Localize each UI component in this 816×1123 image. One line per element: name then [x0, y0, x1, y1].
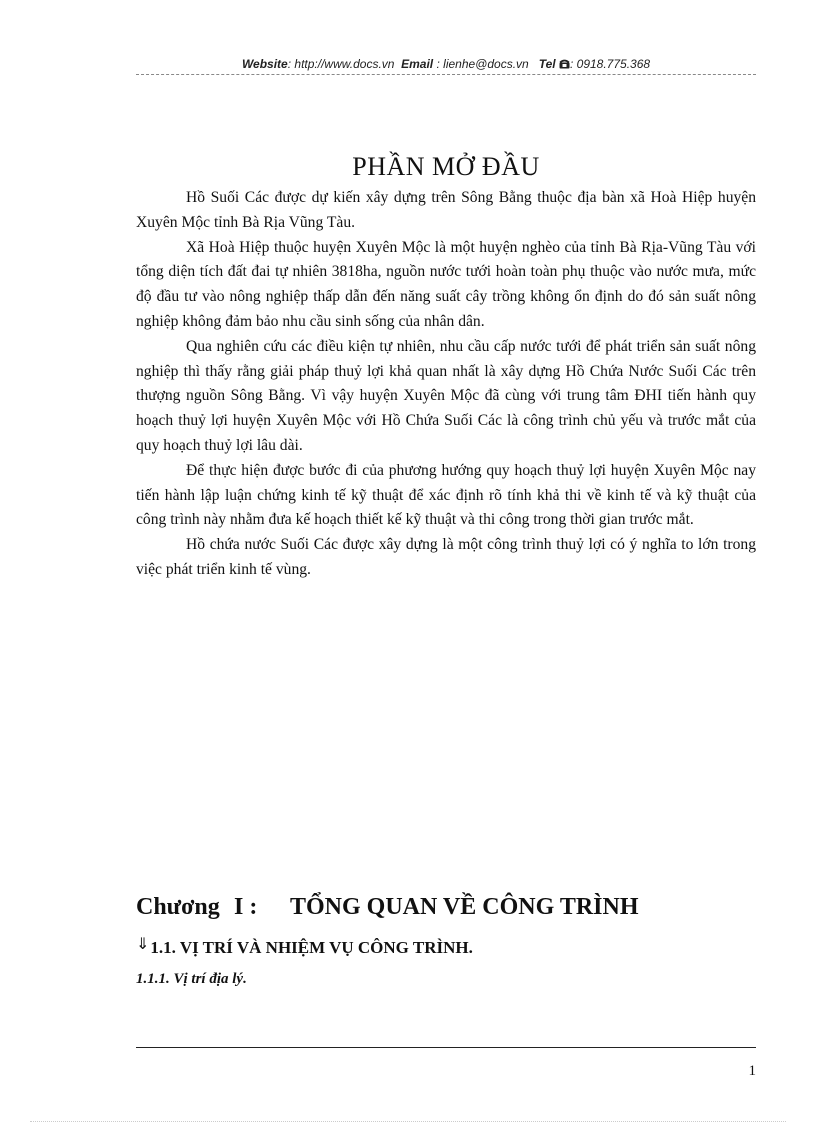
- chapter-title: TỔNG QUAN VỀ CÔNG TRÌNH: [290, 894, 639, 920]
- email-value: : lienhe@docs.vn: [436, 57, 529, 71]
- down-double-arrow-icon: ⇓: [136, 934, 150, 953]
- header-divider: [136, 74, 756, 75]
- website-value: : http://www.docs.vn: [287, 57, 395, 71]
- section-label: 1.1. VỊ TRÍ VÀ NHIỆM VỤ CÔNG TRÌNH.: [150, 938, 473, 957]
- chapter-prefix: Chương: [136, 894, 220, 920]
- page-header: [136, 57, 756, 71]
- subsection-heading: 1.1.1. Vị trí địa lý.: [136, 971, 247, 987]
- email-label: Email: [401, 57, 434, 71]
- chapter-number: I :: [234, 894, 258, 920]
- document-body: [136, 186, 756, 583]
- page-number: 1: [748, 1063, 756, 1079]
- paragraph: Để thực hiện được bước đi của phương hướng quy hoạch thuỷ lợi huyện Xuyên Mộc nay tiến hành lập luận chứng kinh tế kỹ thuật để xác định rõ tính khả thi về kinh tế và kỹ thuật của công trình này nhằm đưa kế hoạch thiết kế kỹ thuật và thi công trong thời gian trước mắt.: [136, 461, 756, 529]
- paragraph: Qua nghiên cứu các điều kiện tự nhiên, nhu cầu cấp nước tưới để phát triển sản suất nông nghiệp thì thấy rằng giải pháp thuỷ lợi khả quan nhất là xây dựng Hồ Chứa Nước Suối Các trên thượng nguồn Sông Bằng. Vì vậy huyện Xuyên Mộc đã cùng với trung tâm ĐHI tiến hành quy hoạch thuỷ lợi huyện Xuyên Mộc với Hồ Chứa Suối Các là công trình chủ yếu và trước mắt của quy hoạch thuỷ lợi lâu dài.: [136, 337, 756, 454]
- section-heading: [136, 934, 473, 958]
- tel-label: Tel: [538, 57, 556, 71]
- paragraph: Xã Hoà Hiệp thuộc huyện Xuyên Mộc là một huyện nghèo của tỉnh Bà Rịa-Vũng Tàu với tổng diện tích đất đai tự nhiên 3818ha, nguồn nước tưới hoàn toàn phụ thuộc vào nước mưa, mức độ đầu tư vào nông nghiệp thấp dẫn đến năng suất cây trồng không ổn định do đó sản suất nông nghiệp không đảm bảo nhu cầu sinh sống của nhân dân.: [136, 238, 756, 330]
- paragraph: Hồ Suối Các được dự kiến xây dựng trên Sông Bằng thuộc địa bàn xã Hoà Hiệp huyện Xuyên Mộc tỉnh Bà Rịa Vũng Tàu.: [136, 189, 756, 231]
- phone-icon: [559, 59, 570, 69]
- chapter-heading: [136, 894, 756, 921]
- website-label: Website: [241, 57, 288, 71]
- bottom-dotted-rule: [30, 1121, 786, 1122]
- tel-value: : 0918.775.368: [569, 57, 651, 71]
- paragraph: Hồ chứa nước Suối Các được xây dựng là một công trình thuỷ lợi có ý nghĩa to lớn trong việc phát triển kinh tế vùng.: [136, 536, 756, 578]
- footer-divider: [136, 1047, 756, 1048]
- page-title: PHẦN MỞ ĐẦU: [352, 152, 540, 181]
